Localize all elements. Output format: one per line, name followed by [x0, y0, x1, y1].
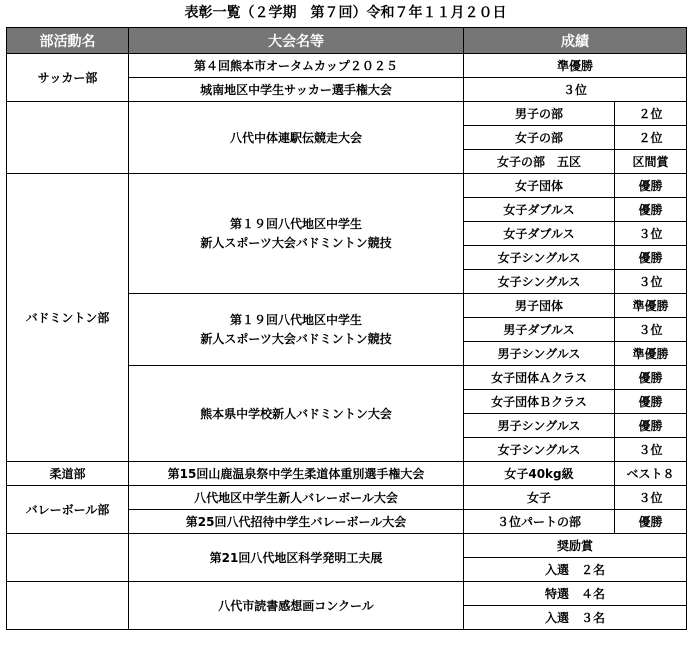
rank-cell: 優勝: [615, 198, 687, 222]
division-cell: 男子ダブルス: [464, 318, 615, 342]
table-row: [7, 462, 687, 486]
division-cell: 女子団体Ａクラス: [464, 366, 615, 390]
club-soccer: サッカー部: [7, 54, 129, 102]
event-cell: [129, 294, 464, 366]
table-row: [7, 102, 687, 126]
rank-cell: 優勝: [615, 246, 687, 270]
event-cell: 城南地区中学生サッカー選手権大会: [129, 78, 464, 102]
rank-cell: ３位: [615, 438, 687, 462]
header-result: 成績: [464, 28, 687, 54]
division-cell: 女子: [464, 486, 615, 510]
event-cell: 八代地区中学生新人バレーボール大会: [129, 486, 464, 510]
rank-cell: 優勝: [615, 414, 687, 438]
result-cell: 入選 ３名: [464, 606, 687, 630]
division-cell: 女子40kg級: [464, 462, 615, 486]
division-cell: 男子シングルス: [464, 342, 615, 366]
division-cell: 男子シングルス: [464, 414, 615, 438]
table-row: [7, 54, 687, 78]
header-row: [7, 28, 687, 54]
event-line: 新人スポーツ大会バドミントン競技: [200, 331, 392, 346]
result-cell: 準優勝: [464, 54, 687, 78]
rank-cell: 準優勝: [615, 342, 687, 366]
result-cell: 入選 ２名: [464, 558, 687, 582]
event-cell: 第４回熊本市オータムカップ２０２５: [129, 54, 464, 78]
division-cell: 女子ダブルス: [464, 198, 615, 222]
rank-cell: 区間賞: [615, 150, 687, 174]
rank-cell: 優勝: [615, 390, 687, 414]
header-event: 大会名等: [129, 28, 464, 54]
rank-cell: 優勝: [615, 366, 687, 390]
table-row: [7, 582, 687, 606]
result-cell: ３位: [464, 78, 687, 102]
event-line: 新人スポーツ大会バドミントン競技: [200, 235, 392, 250]
table-row: [7, 174, 687, 198]
division-cell: 女子の部: [464, 126, 615, 150]
result-cell: 特選 ４名: [464, 582, 687, 606]
rank-cell: ３位: [615, 318, 687, 342]
rank-cell: 優勝: [615, 510, 687, 534]
table-row: [7, 534, 687, 558]
rank-cell: ３位: [615, 270, 687, 294]
rank-cell: ３位: [615, 486, 687, 510]
club-volleyball: バレーボール部: [7, 486, 129, 534]
rank-cell: ２位: [615, 102, 687, 126]
result-cell: 奨励賞: [464, 534, 687, 558]
rank-cell: 優勝: [615, 174, 687, 198]
event-cell: 第21回八代地区科学発明工夫展: [129, 534, 464, 582]
club-judo: 柔道部: [7, 462, 129, 486]
club-cell-empty: [7, 582, 129, 630]
club-cell-empty: [7, 534, 129, 582]
event-line: 第１９回八代地区中学生: [229, 216, 362, 231]
header-club: 部活動名: [7, 28, 129, 54]
event-cell: 第25回八代招待中学生バレーボール大会: [129, 510, 464, 534]
division-cell: 女子ダブルス: [464, 222, 615, 246]
rank-cell: ベスト８: [615, 462, 687, 486]
division-cell: 男子団体: [464, 294, 615, 318]
division-cell: 女子団体: [464, 174, 615, 198]
event-cell: 八代中体連駅伝競走大会: [129, 102, 464, 174]
rank-cell: ２位: [615, 126, 687, 150]
division-cell: ３位パートの部: [464, 510, 615, 534]
division-cell: 男子の部: [464, 102, 615, 126]
division-cell: 女子の部 五区: [464, 150, 615, 174]
division-cell: 女子団体Ｂクラス: [464, 390, 615, 414]
event-cell: [129, 174, 464, 294]
table-row: [7, 486, 687, 510]
event-cell: 八代市読書感想画コンクール: [129, 582, 464, 630]
page-title: 表彰一覧（２学期 第７回）令和７年１１月２０日: [184, 5, 507, 21]
club-cell-empty: [7, 102, 129, 174]
division-cell: 女子シングルス: [464, 246, 615, 270]
division-cell: 女子シングルス: [464, 270, 615, 294]
event-line: 第１９回八代地区中学生: [229, 312, 362, 327]
awards-table: [6, 27, 687, 630]
event-cell: 熊本県中学校新人バドミントン大会: [129, 366, 464, 462]
division-cell: 女子シングルス: [464, 438, 615, 462]
rank-cell: 準優勝: [615, 294, 687, 318]
club-badminton: バドミントン部: [7, 174, 129, 462]
event-cell: 第15回山鹿温泉祭中学生柔道体重別選手権大会: [129, 462, 464, 486]
rank-cell: ３位: [615, 222, 687, 246]
